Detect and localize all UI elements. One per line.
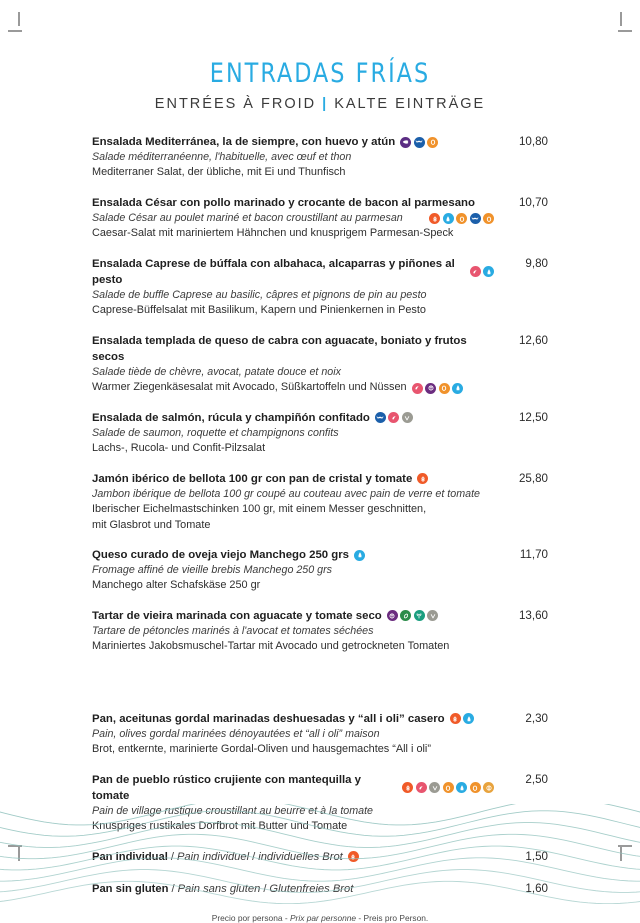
menu-item-price: 10,80 xyxy=(518,135,548,148)
allergen-icon-vegetarian xyxy=(427,610,438,621)
allergen-icon-group xyxy=(412,383,464,394)
note-french: Prix par personne xyxy=(289,913,357,923)
allergen-icon-egg xyxy=(483,213,494,224)
bread-name-es: Pan sin gluten xyxy=(92,882,169,895)
menu-item-price: 10,70 xyxy=(518,195,548,209)
menu-item-name-es xyxy=(92,333,494,365)
menu-item-text xyxy=(92,410,502,457)
bread-name-separator-1: / xyxy=(171,882,175,895)
menu-item-price: 13,60 xyxy=(518,608,548,622)
menu-item-label-de: Manchego alter Schafskäse 250 gr xyxy=(92,579,261,592)
allergen-icon-milk xyxy=(456,782,467,793)
menu-item-primary-row xyxy=(92,711,548,758)
menu-item-name-de xyxy=(92,226,494,241)
allergen-icon-gluten xyxy=(429,213,440,224)
page-title: ENTRADAS FRÍAS xyxy=(209,58,431,89)
allergen-icon-soy xyxy=(412,383,423,394)
section-gap xyxy=(92,669,548,711)
menu-item[interactable] xyxy=(92,547,548,594)
allergen-icon-gluten xyxy=(417,473,428,484)
bread-name-separator-1: / xyxy=(170,850,174,863)
crop-mark-top-right-h xyxy=(618,30,632,32)
menu-item-name-es xyxy=(92,471,494,487)
menu-item-label-de: Caprese-Büffelsalat mit Basilikum, Kapern und Pinienkernen in Pesto xyxy=(92,304,426,317)
menu-item-label-fr: Tartare de pétoncles marinés à l'avocat et tomates séchées xyxy=(92,625,374,638)
menu-item[interactable] xyxy=(92,195,548,242)
bread-item-price: 1,60 xyxy=(525,881,548,895)
menu-item[interactable] xyxy=(92,256,548,319)
allergen-icon-crustacean xyxy=(375,412,386,423)
menu-item-name-es xyxy=(92,608,494,624)
allergen-icon-group xyxy=(354,550,365,561)
menu-item-text xyxy=(92,547,502,594)
menu-item-name-fr xyxy=(92,727,494,742)
allergen-icon-mustard xyxy=(400,610,411,621)
menu-item-label-fr: Salade César au poulet mariné et bacon croustillant au parmesan xyxy=(92,212,403,225)
menu-item-label-de: Warmer Ziegenkäsesalat mit Avocado, Süßkartoffeln und Nüssen xyxy=(92,381,407,394)
menu-item-name-es xyxy=(92,547,494,563)
bread-name-es: Pan individual xyxy=(92,850,168,863)
menu-item-name-de xyxy=(92,380,494,395)
menu-item-label-de: Caesar-Salat mit mariniertem Hähnchen und knusprigem Parmesan-Speck xyxy=(92,227,454,240)
subtitle-separator: | xyxy=(322,96,329,112)
menu-item-name-es xyxy=(92,195,494,211)
bread-name-separator-2: / xyxy=(263,882,267,895)
menu-item-primary-row xyxy=(92,333,548,396)
bread-name-separator-2: / xyxy=(252,850,256,863)
bread-item-price: 1,50 xyxy=(525,849,548,863)
menu-item-name-de xyxy=(92,303,494,318)
menu-item-text xyxy=(92,134,502,181)
menu-item-name-es xyxy=(92,410,494,426)
menu-item-name-es xyxy=(92,772,494,804)
menu-item-name-fr xyxy=(92,624,494,639)
menu-item[interactable] xyxy=(92,333,548,396)
menu-item-primary-row xyxy=(92,410,548,457)
allergen-icon-group xyxy=(429,213,494,224)
menu-item-price: 2,30 xyxy=(525,711,548,725)
allergen-icon-milk xyxy=(443,213,454,224)
bread-name-de: individuelles Brot xyxy=(258,850,343,863)
menu-item[interactable] xyxy=(92,410,548,457)
menu-item-name-fr xyxy=(92,487,494,502)
allergen-icon-group xyxy=(402,782,494,793)
menu-item-label-de: Knuspriges rustikales Dorfbrot mit Butter und Tomate xyxy=(92,820,348,833)
menu-item[interactable] xyxy=(92,608,548,655)
menu-item-price: 2,50 xyxy=(525,772,548,786)
menu-item-primary-row xyxy=(92,471,548,533)
menu-item-name-es xyxy=(92,711,494,727)
allergen-icon-nuts xyxy=(425,383,436,394)
menu-item-label: Ensalada de salmón, rúcula y champiñón confitado xyxy=(92,411,370,424)
menu-item-label-fr: Salade de buffle Caprese au basilic, câpres et pignons de pin au pesto xyxy=(92,289,427,302)
allergen-icon-soy xyxy=(388,412,399,423)
menu-item-label: Pan de pueblo rústico crujiente con mantequilla y tomate xyxy=(92,773,361,802)
menu-item-text xyxy=(92,195,502,242)
allergen-icon-crustacean xyxy=(470,213,481,224)
allergen-icon-sesame xyxy=(483,782,494,793)
menu-item[interactable] xyxy=(92,711,548,758)
menu-item-label-de: Lachs-, Rucola- und Confit-Pilzsalat xyxy=(92,442,266,455)
menu-item-name-de xyxy=(92,742,494,757)
menu-item-price: 11,70 xyxy=(519,548,548,562)
menu-item-text xyxy=(92,471,502,533)
allergen-icon-milk xyxy=(452,383,463,394)
allergen-icon-egg xyxy=(443,782,454,793)
allergen-icon-soy xyxy=(470,266,481,277)
menu-header xyxy=(0,0,640,112)
allergen-icon-gluten xyxy=(450,713,461,724)
subtitle-german: KALTE EINTRÄGE xyxy=(334,96,486,112)
allergen-icon-milk xyxy=(483,266,494,277)
menu-item-label-fr: Salade méditerranéenne, l'habituelle, avec œuf et thon xyxy=(92,151,352,164)
menu-item-text xyxy=(92,608,502,655)
menu-item[interactable] xyxy=(92,471,548,533)
note-german: - Preis pro Person. xyxy=(356,913,429,923)
menu-item-label: Ensalada Mediterránea, la de siempre, con huevo y atún xyxy=(92,136,396,148)
menu-item-name-fr xyxy=(92,563,494,578)
allergen-icon-milk xyxy=(354,550,365,561)
wave-decoration xyxy=(0,804,640,904)
allergen-icon-group xyxy=(400,137,438,148)
price-note xyxy=(92,913,548,923)
allergen-icon-egg xyxy=(470,782,481,793)
menu-item-price: 25,80 xyxy=(518,471,548,485)
menu-item-name-es xyxy=(92,134,494,150)
allergen-icon-fish xyxy=(400,137,411,148)
menu-item-label-de: Mediterraner Salat, der übliche, mit Ei und Thunfisch xyxy=(92,166,346,179)
menu-item-name-de-cont: mit Glasbrot und Tomate xyxy=(92,518,211,531)
menu-item-label: Tartar de vieira marinada con aguacate y tomate seco xyxy=(92,609,382,622)
allergen-icon-group xyxy=(450,713,475,724)
allergen-icon-egg xyxy=(456,213,467,224)
allergen-icon-nuts xyxy=(387,610,398,621)
menu-item-price: 12,50 xyxy=(518,410,548,424)
menu-item-name-fr xyxy=(92,288,494,303)
menu-item-price: 9,80 xyxy=(525,256,548,270)
menu-item-name-de xyxy=(92,578,494,593)
menu-item-label-fr: Salade de saumon, roquette et champignons confits xyxy=(92,427,339,439)
menu-item-label-fr: Jambon ibérique de bellota 100 gr coupé au couteau avec pain de verre et tomate xyxy=(92,487,480,500)
menu-item-label-de: Mariniertes Jakobsmuschel-Tartar mit Avocado und getrockneten Tomaten xyxy=(92,640,450,653)
subtitle-french: ENTRÉES À FROID xyxy=(154,96,317,112)
menu-item-primary-row xyxy=(92,256,548,319)
menu-item-name-de xyxy=(92,165,494,180)
allergen-icon-milk xyxy=(463,713,474,724)
menu-item-text xyxy=(92,256,502,319)
menu-item-label: Queso curado de oveja viejo Manchego 250 grs xyxy=(92,549,350,562)
allergen-icon-vegetarian xyxy=(429,782,440,793)
allergen-icon-group xyxy=(387,610,439,621)
menu-item-name-fr xyxy=(92,365,494,380)
menu-item-label-fr: Fromage affiné de vieille brebis Manchego 250 grs xyxy=(92,564,333,577)
crop-mark-top-right-v xyxy=(620,12,622,26)
menu-item-name-de xyxy=(92,639,494,654)
menu-item-name-fr xyxy=(92,150,494,165)
menu-item-label-fr: Pain, olives gordal marinées dénoyautées et “all i oli” maison xyxy=(92,727,380,740)
note-spanish: Precio por persona - xyxy=(211,913,290,923)
menu-item-label: Ensalada César con pollo marinado y crocante de bacon al parmesano xyxy=(92,196,475,209)
menu-item[interactable] xyxy=(92,134,548,181)
allergen-icon-group xyxy=(470,266,495,277)
allergen-icon-egg xyxy=(439,383,450,394)
menu-item-label: Ensalada Caprese de búffala con albahaca, alcaparras y piñones al pesto xyxy=(92,257,455,286)
menu-item-text xyxy=(92,333,502,396)
menu-item-label: Ensalada templada de queso de cabra con aguacate, boniato y frutos secos xyxy=(92,334,467,363)
bread-name-fr: Pain sans gluten xyxy=(177,882,261,895)
crop-mark-top-left-h xyxy=(8,30,22,32)
menu-item-name-de xyxy=(92,502,494,517)
menu-item-label-de: Iberischer Eichelmastschinken 100 gr, mit einem Messer geschnitten, xyxy=(92,503,427,516)
allergen-icon-vegetarian xyxy=(402,412,413,423)
menu-item-label-fr: Pain de village rustique croustillant au beurre et à la tomate xyxy=(92,804,374,817)
menu-item-price: 12,60 xyxy=(518,333,548,347)
menu-item-label: Jamón ibérico de bellota 100 gr con pan de cristal y tomate xyxy=(92,472,413,485)
menu-item-name-fr xyxy=(92,426,494,441)
allergen-icon-group xyxy=(417,473,428,484)
menu-item-name-de xyxy=(92,441,494,456)
menu-item-primary-row xyxy=(92,195,548,242)
allergen-icon-celery xyxy=(414,610,425,621)
allergen-icon-egg xyxy=(427,137,438,148)
allergen-icon-gluten xyxy=(402,782,413,793)
menu-item-label-fr: Salade tiède de chèvre, avocat, patate douce et noix xyxy=(92,366,341,379)
menu-item-name-es xyxy=(92,256,494,288)
page-subtitle xyxy=(0,96,640,112)
allergen-icon-crustacean xyxy=(414,137,425,148)
menu-item-primary-row xyxy=(92,134,548,181)
menu-item-name-fr xyxy=(92,211,494,226)
bread-name-fr: Pain individuel xyxy=(176,850,250,863)
menu-item-primary-row xyxy=(92,608,548,655)
menu-item-label-de: Brot, entkernte, marinierte Gordal-Oliven und hausgemachtes “All i oli” xyxy=(92,743,431,756)
allergen-icon-soy xyxy=(416,782,427,793)
bread-name-de: Glutenfreies Brot xyxy=(269,882,354,895)
allergen-icon-group xyxy=(375,412,413,423)
menu-item-text xyxy=(92,711,502,758)
menu-item-label: Pan, aceitunas gordal marinadas deshuesadas y “all i oli” casero xyxy=(92,712,445,725)
crop-mark-top-left-v xyxy=(18,12,20,26)
menu-item-primary-row xyxy=(92,547,548,594)
